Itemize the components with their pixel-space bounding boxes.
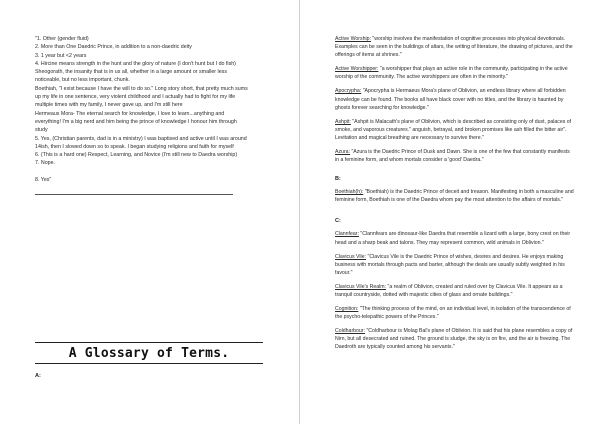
answer-line: Boethiah, "I exist because I have the will to do so." Long story short, that pretty much sums [35, 85, 248, 92]
glossary-entry [335, 283, 574, 299]
right-page [300, 0, 600, 424]
entries-c [335, 230, 574, 351]
answer-line: noticeable, but no less important, chunk. [35, 77, 130, 84]
answer-line: study [35, 127, 48, 134]
answer-line: multiple times with my family, I never gave up, and I'm still here [35, 102, 183, 109]
entry-term: Cognition: [335, 306, 359, 313]
section-heading-b: B: [335, 176, 341, 183]
glossary-entry [335, 230, 574, 246]
answer-line: 5. Yes, (Christian parents, dad is in a ministry) I was baptised and active until I was around [35, 135, 247, 142]
entry-term: Clavicus Vile: [335, 253, 367, 260]
glossary-entry [335, 118, 574, 142]
entry-term: Boethiah(h): [335, 189, 364, 196]
entry-term: Apocrypha: [335, 88, 362, 95]
entry-definition: "a worshipper that plays an active role in the community, participating in the active worship of the community. The active worshippers are often in the minority." [335, 66, 568, 81]
entry-term: Azura: [335, 149, 350, 156]
answer-line: Hermeaus Mora- The eternal search for knowledge, I love to learn...anything and [35, 110, 225, 117]
answer-line: up my life in one sentence, very violent childhood and I actually had to fight for my life [35, 94, 236, 101]
entry-definition: "a realm of Oblivion, created and ruled over by Clavicus Vile. It appears as a tranquil countryside, dotted with majestic cities of glass and ornate buildings." [335, 283, 563, 298]
entry-definition: "Azura is the Daedric Prince of Dusk and Dawn. She is one of the few that constantly manifests in a feminine form, and whom mortals consider a 'good' Daedra." [335, 149, 570, 164]
answer-line [35, 168, 281, 176]
entries-b [335, 188, 574, 204]
entry-term: Coldharbour: [335, 328, 365, 335]
answer-line: 8. Yes" [35, 177, 52, 184]
entries-a [335, 35, 574, 164]
glossary-entry [335, 65, 574, 81]
answer-line: 3. 1 year but <2 years [35, 52, 87, 59]
answer-line: 2. More than One Daedric Prince, in addition to a non-daedric deity [35, 44, 192, 51]
entry-definition: "Clannfears are dinosaur-like Daedra that resemble a lizard with a large, bony crest on their head and a sharp beak and talons. They may represent common, wild animals in Oblivion." [335, 231, 571, 246]
answer-line: Sheogorath, the insanity that is in us all, whether in a large amount or smaller less [35, 69, 227, 76]
glossary-entry [335, 253, 574, 277]
entry-term: Clannfear: [335, 231, 359, 238]
entry-definition: "Boethiah) is the Daedric Prince of deceit and treason. Manifesting in both a masculine and feminine form, Boethiah is one of the Daedra whom pay the most attention to the affairs of mortals." [335, 189, 574, 204]
title-rule-bottom [35, 363, 263, 364]
entry-term: Ashpit: [335, 118, 351, 125]
entry-definition: "Ashpit is Malacath's plane of Oblivion, which is described as consisting only of dust, palaces of smoke, and vaporous creatures." anguish, betrayal, and broken promises like ash filled the bitter air". Levitation and magical breathing are necessary to survive there." [335, 118, 572, 141]
glossary-entry [335, 35, 574, 59]
survey-answers [35, 35, 281, 184]
answer-line: 4. Hircine means strength in the hunt and the glory of nature (I don't hunt but I do fish) [35, 60, 236, 67]
entry-definition: "worship involves the manifestation of cognitive processes into physical devotionals. Examples can be seen in the buildings of altars, the writing of literature, the drawing of pictures, and the offerings of items at shrines." [335, 36, 573, 59]
glossary-entry [335, 305, 574, 321]
glossary-heading-block [35, 342, 263, 379]
answer-line: everything! I'm a big nerd and him being the prince of knowledge I honour him through [35, 118, 237, 125]
section-heading-c: C: [335, 218, 341, 225]
glossary-title: A Glossary of Terms. [68, 346, 230, 361]
entry-term: Clavicus Vile's Realm: [335, 283, 387, 290]
answer-line: "1. Other (gender fluid) [35, 36, 89, 42]
separator-line [35, 194, 233, 195]
section-heading-a: A: [35, 373, 41, 379]
entry-definition: "Clavicus Vile is the Daedric Prince of wishes, desires and desires. He enjoys making business with mortals through pacts and barter, although the deals are usually subtly weighted in his favour." [335, 253, 565, 276]
glossary-entry [335, 188, 574, 204]
answer-line: 7. Nope. [35, 160, 56, 167]
answer-line: 14ish, then I slowed down so to speak. I began studying religions and faith for myself [35, 143, 234, 150]
entry-definition: "The thinking process of the mind, on an individual level, in isolation of the transcendence of the psycho-telepathic powers of the Princes." [335, 306, 571, 321]
glossary-entry [335, 148, 574, 164]
entry-term: Active Worship: [335, 36, 371, 42]
entry-term: Active Worshipper: [335, 66, 379, 73]
entry-definition: "Apocrypha is Hermaeus Mora's plane of Oblivion, an endless library where all forbidden knowledge can be found. The books all have black cover with no titles, and the library is haunted by ghosts forever searching for knowledge." [335, 88, 566, 111]
glossary-entry [335, 327, 574, 351]
answer-line: 6. (This is a hard one) Respect, Learning, and Novice (I'm still new to Daedra worship) [35, 152, 238, 159]
entry-definition: "Coldharbour is Molag Bal's plane of Oblivion. It is said that his plane resembles a copy of Nirn, but all desecrated and ruined. The ground is sludge, the sky is on fire, and the air is freezing. The Daedroth are typically counted among his servants." [335, 328, 573, 351]
glossary-entry [335, 87, 574, 111]
